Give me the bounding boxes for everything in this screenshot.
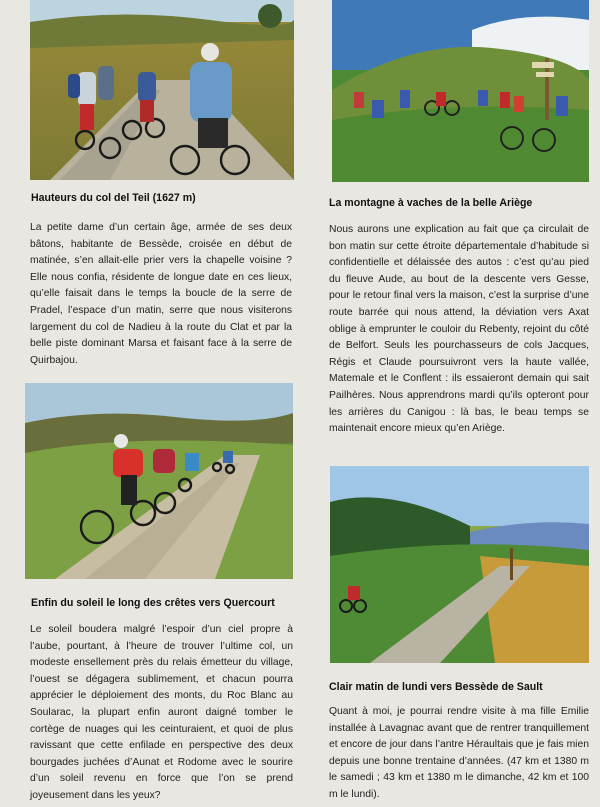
caption-cretes-quercourt: Enfin du soleil le long des crêtes vers Quercourt <box>31 597 275 609</box>
caption-col-del-teil: Hauteurs du col del Teil (1627 m) <box>31 192 196 204</box>
photo-besse-de-sault <box>330 466 589 663</box>
paragraph-besse-de-sault: Quant à moi, je pourrai rendre visite à ma fille Emilie installée à Lavagnac avant que de rentrer tranquillement et encore de jour dans l’antre Héraultais que je fais mien depuis une bonne trentaine d’années. (47 km et 1380 m le samedi ; 43 km et 1380 m le dimanche, 42 km et 100 m le lundi). <box>329 706 589 800</box>
caption-besse-de-sault: Clair matin de lundi vers Bessède de Sault <box>329 681 543 693</box>
paragraph-col-del-teil: La petite dame d’un certain âge, armée de ses deux bâtons, habitante de Bessède, croisée en début de matinée, s’en allait-elle prier vers la chapelle voisine ? Elle nous confia, résidente de longue date en ces lieux, qu’elle faisait dans le temps la boucle de la serre de Pradel, l’espace d’un matin, serre que nous visiterons largement du col de Nadieu à la route du Clat et par la belle piste dominant Marsa et faisant face à la serre de Quirbajou. <box>30 222 292 366</box>
caption-montagne-a-vaches: La montagne à vaches de la belle Ariège <box>329 197 533 209</box>
paragraph-montagne-a-vaches: Nous aurons une explication au fait que ça circulait de bon matin sur cette étroite départementale d’habitude si confidentielle et délaissée des autos : c’est qu’au pied du fleuve Aude, au bout de la descente vers Gesse, pour le retour final vers la maison, c’est la surprise d’une route barrée qui nous attend, la déviation vers Axat oblige à emprunter le couloir du Rebenty, rejoint du côté de Belfort. Seuls les pourchasseurs de cols Jacques, Régis et Claude poursuivront vers la haute vallée, Matemale et le Conflent : ils essaieront demain qui sait Pailhères. Nous apprendrons mardi qu’ils opteront pour les arrières du Canigou : là bas, le beau temps se maintenait encore mieux qu’en Ariège. <box>329 224 589 435</box>
paragraph-cretes-quercourt: Le soleil boudera malgré l’espoir d’un ciel propre à l’aube, pourtant, à l’heure de trouver l’ultime col, un modeste ensellement près du relais émetteur du village, l’ouest se dégagera sublimement, et chacun pourra apprécier le déploiement des monts, du Roc Blanc au Soularac, la plupart enfin auront daigné tomber le cortège de nuages qui les ceinturaient, et quoi de plus ravissant que cette enfilade en perspective des deux bourgades juchées d’Aunat et Rodome avec le sourire d’un soleil revenu en force que l’on se prend joyeusement dans les yeux? <box>30 624 293 801</box>
photo-cretes-quercourt <box>25 383 293 579</box>
photo-col-del-teil <box>30 0 294 180</box>
photo-montagne-a-vaches <box>332 0 589 182</box>
